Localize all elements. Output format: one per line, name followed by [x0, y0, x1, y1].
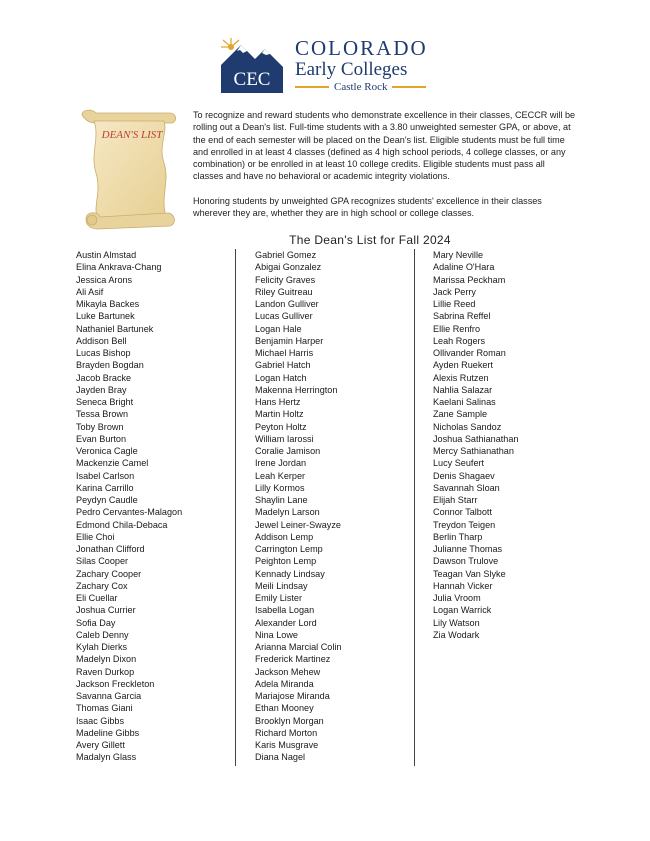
student-name: Diana Nagel	[255, 752, 306, 763]
student-name: Nicholas Sandoz	[433, 421, 502, 432]
student-name: Julianne Thomas	[433, 544, 503, 554]
student-name: Jack Perry	[433, 286, 476, 297]
student-name: Joshua Currier	[76, 605, 136, 616]
logo-rule-left	[295, 86, 329, 88]
student-name: Makenna Herrington	[255, 384, 338, 395]
student-name: Landon Gulliver	[255, 299, 319, 309]
student-name: Mikayla Backes	[76, 299, 140, 309]
student-name: Brayden Bogdan	[76, 360, 144, 371]
student-name: Kylah Dierks	[76, 642, 128, 652]
student-name: Logan Hale	[255, 323, 302, 334]
student-name: Gabriel Hatch	[255, 360, 311, 371]
student-name: Ellie Choi	[76, 531, 115, 542]
student-name: Ali Asif	[76, 286, 104, 297]
student-name: Jewel Leiner-Swayze	[255, 519, 341, 530]
student-name: Jackson Freckleton	[76, 678, 155, 689]
student-name: Ethan Mooney	[255, 703, 314, 714]
student-name: Addison Lemp	[255, 531, 314, 542]
svg-text:CEC: CEC	[233, 69, 271, 90]
name-column-1	[76, 249, 182, 764]
student-name: Ellie Renfro	[433, 323, 481, 334]
student-name: Gabriel Gomez	[255, 250, 317, 260]
student-name: Madalyn Glass	[76, 752, 137, 763]
student-name: Zia Wodark	[433, 629, 480, 640]
student-name: Mary Neville	[433, 250, 484, 260]
name-column-2	[255, 249, 341, 764]
student-name: Isabella Logan	[255, 605, 315, 616]
student-name: Elijah Starr	[433, 495, 478, 505]
student-name: Madelyn Larson	[255, 507, 320, 518]
student-name: Leah Kerper	[255, 470, 306, 481]
student-name: Benjamin Harper	[255, 335, 324, 346]
student-name: Raven Durkop	[76, 666, 135, 677]
student-name: Dawson Trulove	[433, 556, 499, 567]
student-name: Peighton Lemp	[255, 556, 317, 567]
student-name: Connor Talbott	[433, 507, 492, 518]
student-name: Coralie Jamison	[255, 446, 321, 456]
student-name: Mercy Sathianathan	[433, 446, 514, 456]
student-name: Arianna Marcial Colin	[255, 642, 342, 652]
student-name: Julia Vroom	[433, 593, 481, 603]
student-name: Addison Bell	[76, 335, 127, 346]
svg-text:DEAN'S LIST: DEAN'S LIST	[101, 129, 163, 141]
student-name: Savannah Sloan	[433, 482, 500, 493]
student-name: Lilly Kormos	[255, 482, 305, 493]
student-name: Evan Burton	[76, 433, 127, 444]
student-name: Zachary Cooper	[76, 568, 142, 579]
student-name: Lucy Seufert	[433, 458, 485, 469]
student-name: Austin Almstad	[76, 250, 137, 260]
student-name: Berlin Tharp	[433, 531, 483, 542]
deans-list-scroll-icon	[74, 107, 180, 233]
student-name: Zane Sample	[433, 409, 488, 420]
student-name: Felicity Graves	[255, 274, 316, 285]
student-name: Nina Lowe	[255, 629, 298, 640]
student-name: Mariajose Miranda	[255, 691, 330, 701]
student-name: Tessa Brown	[76, 409, 129, 420]
student-name: Karis Musgrave	[255, 740, 319, 750]
student-name: Riley Guitreau	[255, 286, 313, 297]
column-divider	[414, 249, 415, 766]
student-name: Richard Morton	[255, 727, 318, 738]
student-name: Lucas Gulliver	[255, 311, 313, 322]
student-name: Peydyn Caudle	[76, 495, 138, 505]
student-name: Adela Miranda	[255, 678, 314, 689]
student-name: Treydon Teigen	[433, 519, 496, 530]
intro-paragraph-1: To recognize and reward students who demonstrate excellence in their classes, CECCR will be rolling out a Dean's list. Full-time students with a 3.80 unweighted semester GPA, or above, at the end of each semester will be placed on the Dean's list. Eligible students must be full time and enrolled in at least 4 classes (defined as 4 high school periods, 4 college classes, or any combination) or be enrolled in at least 10 college credits. Eligible students must pass all classes and have no behavioral or academic integrity violations.	[193, 110, 576, 182]
student-name: William Iarossi	[255, 433, 314, 444]
student-name: Ayden Ruekert	[433, 360, 493, 371]
student-name: Jacob Bracke	[76, 372, 132, 383]
student-name: Alexander Lord	[255, 617, 317, 628]
logo-title-colorado: COLORADO	[295, 36, 428, 60]
student-name: Carrington Lemp	[255, 544, 323, 554]
student-name: Luke Bartunek	[76, 311, 135, 322]
student-name: Savanna Garcia	[76, 691, 142, 701]
student-name: Mackenzie Camel	[76, 458, 149, 469]
student-name: Edmond Chila-Debaca	[76, 519, 168, 530]
student-name: Frederick Martinez	[255, 654, 331, 665]
student-name: Thomas Giani	[76, 703, 133, 714]
student-name: Denis Shagaev	[433, 470, 495, 481]
student-name: Zachary Cox	[76, 580, 128, 591]
name-column-3	[433, 249, 518, 641]
student-name: Martin Holtz	[255, 409, 304, 420]
intro-paragraph-2: Honoring students by unweighted GPA recognizes students' excellence in their classes wherever they are, whether they are in high school or college classes.	[193, 195, 542, 219]
student-name: Isaac Gibbs	[76, 715, 125, 726]
student-name: Michael Harris	[255, 348, 314, 358]
student-name: Avery Gillett	[76, 740, 125, 750]
student-name: Isabel Carlson	[76, 470, 135, 481]
student-name: Hans Hertz	[255, 397, 301, 407]
student-name: Teagan Van Slyke	[433, 568, 506, 579]
student-name: Irene Jordan	[255, 458, 307, 469]
student-name: Ollivander Roman	[433, 348, 506, 358]
student-name: Caleb Denny	[76, 629, 129, 640]
student-name: Abigai Gonzalez	[255, 262, 322, 273]
student-name: Lillie Reed	[433, 299, 476, 309]
cec-mountain-logo-icon	[219, 37, 285, 93]
student-name: Kaelani Salinas	[433, 397, 496, 407]
logo-subtitle-text: Castle Rock	[334, 81, 388, 93]
student-name: Logan Warrick	[433, 605, 492, 616]
intro-text	[193, 109, 577, 231]
student-name: Madelyn Dixon	[76, 654, 137, 665]
student-name: Brooklyn Morgan	[255, 715, 324, 726]
logo-rule-right	[392, 86, 426, 88]
list-title: The Dean's List for Fall 2024	[289, 233, 451, 247]
student-name: Silas Cooper	[76, 556, 129, 567]
student-name: Veronica Cagle	[76, 446, 138, 456]
student-name: Jessica Arons	[76, 274, 133, 285]
logo-subtitle	[295, 81, 445, 93]
student-name: Toby Brown	[76, 421, 124, 432]
student-name: Joshua Sathianathan	[433, 433, 519, 444]
student-name: Marissa Peckham	[433, 274, 506, 285]
logo-title-early-colleges: Early Colleges	[295, 59, 408, 80]
student-name: Sabrina Reffel	[433, 311, 491, 322]
student-name: Hannah Vicker	[433, 580, 493, 591]
student-name: Sofia Day	[76, 617, 116, 628]
student-name: Jonathan Clifford	[76, 544, 145, 554]
student-name: Meili Lindsay	[255, 580, 308, 591]
student-name: Leah Rogers	[433, 335, 486, 346]
student-name: Nathaniel Bartunek	[76, 323, 154, 334]
student-name: Lily Watson	[433, 617, 480, 628]
student-name: Shaylin Lane	[255, 495, 308, 505]
student-name: Emily Lister	[255, 593, 302, 603]
student-name: Seneca Bright	[76, 397, 134, 407]
student-name: Adaline O'Hara	[433, 262, 495, 273]
school-logo	[219, 37, 439, 97]
column-divider	[235, 249, 236, 766]
student-name: Nahlia Salazar	[433, 384, 493, 395]
student-name: Pedro Cervantes-Malagon	[76, 507, 183, 518]
student-name: Kennady Lindsay	[255, 568, 325, 579]
student-name: Jackson Mehew	[255, 666, 321, 677]
student-name: Elina Ankrava-Chang	[76, 262, 162, 273]
student-name: Eli Cuellar	[76, 593, 118, 603]
student-name: Madeline Gibbs	[76, 727, 140, 738]
student-name: Karina Carrillo	[76, 482, 134, 493]
student-name: Peyton Holtz	[255, 421, 307, 432]
student-name: Lucas Bishop	[76, 348, 131, 358]
student-name: Logan Hatch	[255, 372, 307, 383]
student-name: Jayden Bray	[76, 384, 127, 395]
student-name: Alexis Rutzen	[433, 372, 489, 383]
